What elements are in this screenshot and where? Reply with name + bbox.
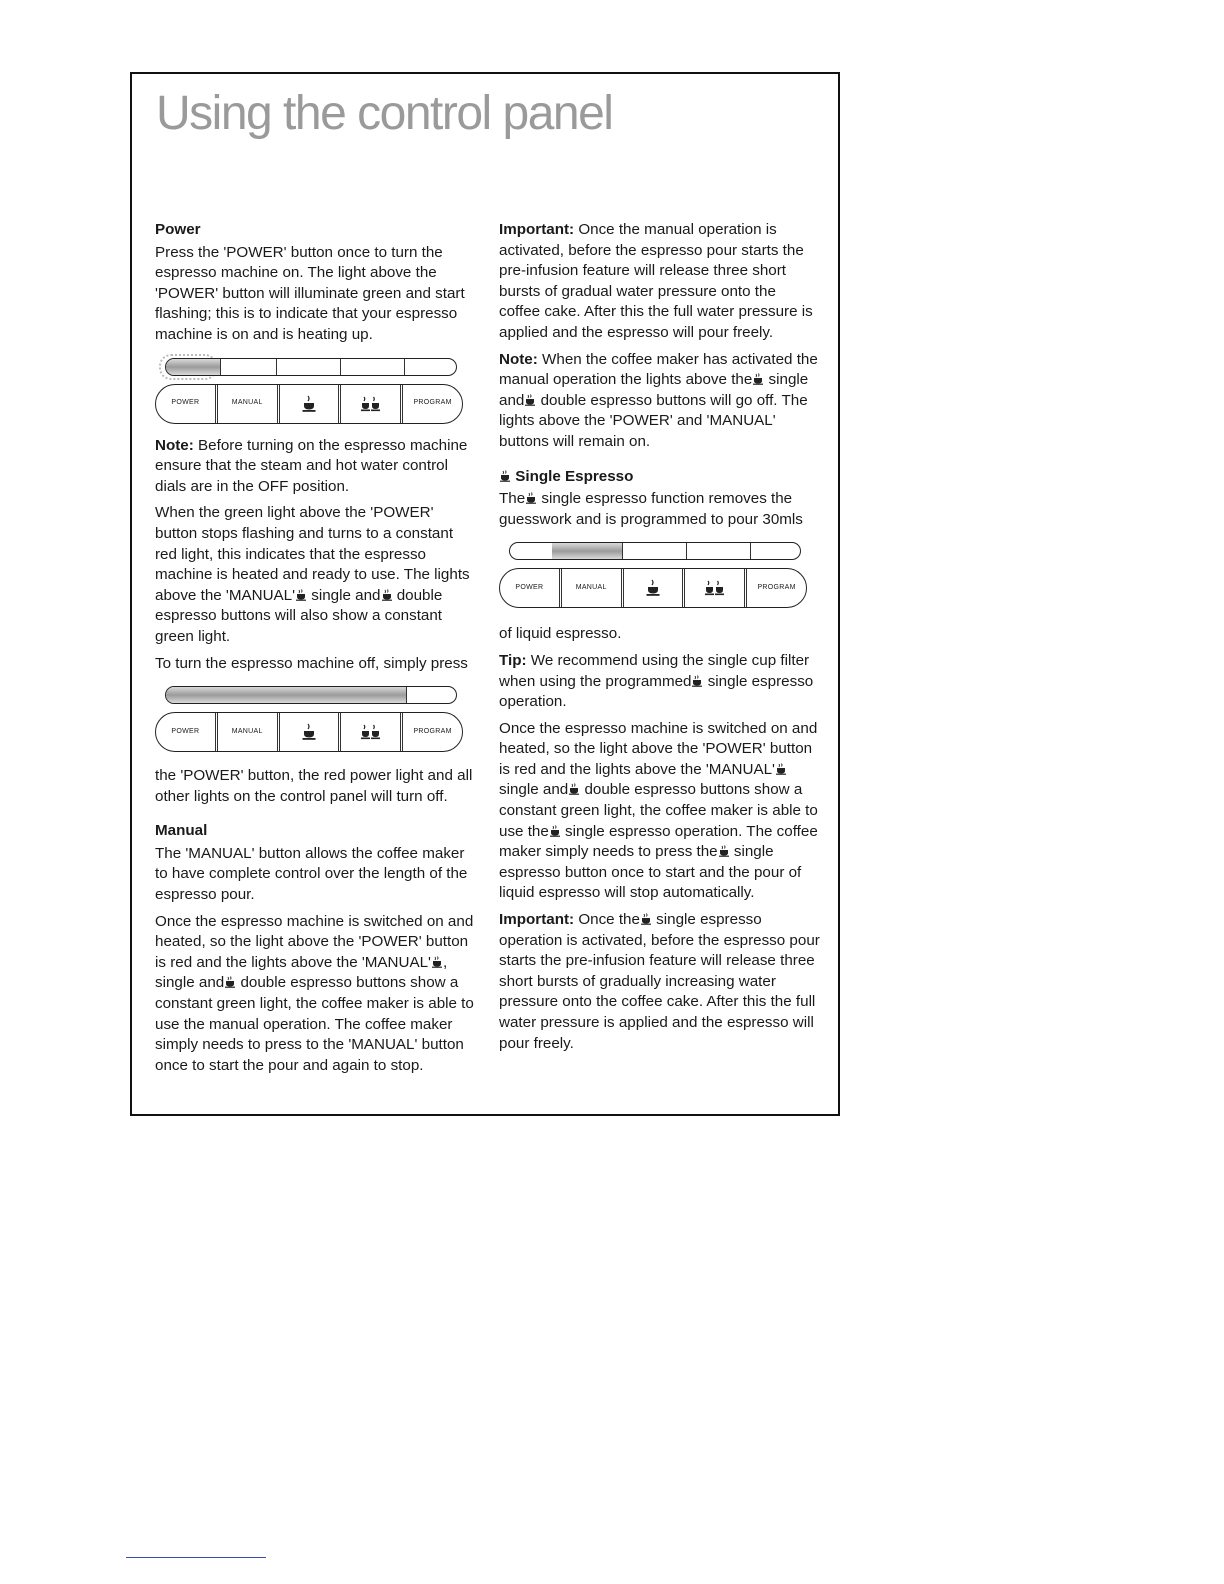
single-light <box>622 543 687 559</box>
single-light <box>282 687 345 703</box>
power-light <box>166 687 221 703</box>
single-cup-icon <box>299 723 319 741</box>
single-cup-icon <box>431 956 443 968</box>
manual-heading: Manual <box>155 822 208 840</box>
control-buttons <box>155 384 463 424</box>
double-espresso-button <box>341 713 403 751</box>
note-paragraph: Note: Before turning on the espresso machine ensure that the steam and hot water control dials are in the OFF position. <box>155 436 468 495</box>
note-manual-paragraph: Note: When the coffee maker has activated the manual operation the lights above the single and double espresso buttons will go off. The lights above the 'POWER' and 'MANUAL' buttons will remain on. <box>499 350 818 450</box>
program-button: PROGRAM <box>413 727 452 735</box>
power-light <box>510 543 553 559</box>
single-espresso-heading: Single Espresso <box>499 467 821 488</box>
indicator-light-bar <box>165 686 457 704</box>
program-button: PROGRAM <box>757 584 796 592</box>
control-buttons <box>155 712 463 752</box>
single-cup-icon <box>718 845 730 857</box>
double-cup-icon <box>224 976 236 988</box>
manual-light <box>552 543 623 559</box>
important-paragraph: Important: Once the manual operation is activated, before the espresso pour starts the pre-infusion feature will release three short bursts of gradual water pressure onto the coffee cake. After this the full water pressure is applied and the espresso will pour freely. <box>499 221 813 341</box>
liquid-espresso-line: of liquid espresso. <box>499 625 622 643</box>
important-single-paragraph: Important: Once the single espresso operation is activated, before the espresso pour starts the pre-infusion feature will release three short bursts of gradually increasing water pressure onto the coffee cake. After this the full water pressure is applied and the espresso will pour freely. <box>499 911 820 1052</box>
manual-paragraph: The 'MANUAL' button allows the coffee maker to have complete control over the length of the espresso pour. <box>155 844 468 904</box>
indicator-light-bar <box>165 358 457 376</box>
double-espresso-button <box>341 385 403 423</box>
manual-light <box>220 359 277 375</box>
manual-light <box>220 687 283 703</box>
power-light <box>166 359 221 375</box>
double-cup-icon <box>524 394 536 406</box>
power-button: POWER <box>156 385 218 423</box>
program-button: PROGRAM <box>413 399 452 407</box>
double-light <box>686 543 751 559</box>
power-paragraph: Press the 'POWER' button once to turn the espresso machine on. The light above the 'POWER' button will illuminate green and start flashing; this is to indicate that your espresso machine is on and is heating up. <box>155 243 465 343</box>
single-espresso-button <box>280 385 342 423</box>
single-espresso-button <box>280 713 342 751</box>
turn-off-paragraph-a: To turn the espresso machine off, simply press <box>155 654 468 672</box>
double-cup-icon <box>361 395 381 413</box>
single-cup-icon <box>499 470 511 482</box>
double-cup-icon <box>361 723 381 741</box>
single-espresso-button <box>624 569 686 607</box>
manual-button: MANUAL <box>562 569 624 607</box>
double-cup-icon <box>568 783 580 795</box>
green-light-paragraph: When the green light above the 'POWER' button stops flashing and turns to a constant red light, this indicates that the espresso machine is heated and ready to use. The lights above the 'MANUAL' single and double espresso buttons will also show a constant green light. <box>155 504 470 645</box>
double-light <box>344 687 407 703</box>
manual-button: MANUAL <box>218 385 280 423</box>
power-heading: Power <box>155 221 201 238</box>
power-button: POWER <box>500 569 562 607</box>
single-cup-icon <box>299 395 319 413</box>
single-cup-icon <box>752 373 764 385</box>
right-column <box>499 220 821 1060</box>
single-cup-icon <box>643 579 663 597</box>
control-panel-diagram-power-flashing <box>155 358 463 424</box>
single-cup-icon <box>525 492 537 504</box>
control-panel-diagram-single <box>499 542 807 608</box>
single-cup-icon <box>295 589 307 601</box>
tip-paragraph: Tip: We recommend using the single cup filter when using the programmed single espresso operation. <box>499 651 814 711</box>
single-cup-icon <box>691 675 703 687</box>
manual-button: MANUAL <box>218 713 280 751</box>
single-cup-icon <box>775 763 787 775</box>
single-light <box>276 359 341 375</box>
double-espresso-button <box>685 569 747 607</box>
single-cup-icon <box>549 825 561 837</box>
manual-operation-paragraph: Once the espresso machine is switched on and heated, so the light above the 'POWER' button is red and the lights above the 'MANUAL' , single and double espresso buttons show a constant green light, the coffee maker is able to use the manual operation. The coffee maker simply needs to press to the 'MANUAL' button once to start the pour and again to stop. <box>155 912 474 1074</box>
footer-rule <box>126 1557 266 1558</box>
control-panel-diagram-lit <box>155 686 463 752</box>
single-operation-paragraph: Once the espresso machine is switched on and heated, so the light above the 'POWER' button is red and the lights above the 'MANUAL' single and double espresso buttons show a constant green light, the coffee maker is able to use the single espresso operation. The coffee maker simply needs to press the single espresso button once to start and the pour of liquid espresso will stop automatically. <box>499 719 818 902</box>
indicator-light-bar <box>509 542 801 560</box>
double-cup-icon <box>705 579 725 597</box>
double-light <box>340 359 405 375</box>
double-cup-icon <box>381 589 393 601</box>
page-title: Using the control panel <box>156 87 613 140</box>
turn-off-paragraph-b: the 'POWER' button, the red power light and all other lights on the control panel will turn off. <box>155 767 473 805</box>
left-column <box>155 220 477 1082</box>
single-espresso-paragraph: The single espresso function removes the guesswork and is programmed to pour 30mls <box>499 490 803 528</box>
single-cup-icon <box>640 913 652 925</box>
power-button: POWER <box>156 713 218 751</box>
control-buttons <box>499 568 807 608</box>
